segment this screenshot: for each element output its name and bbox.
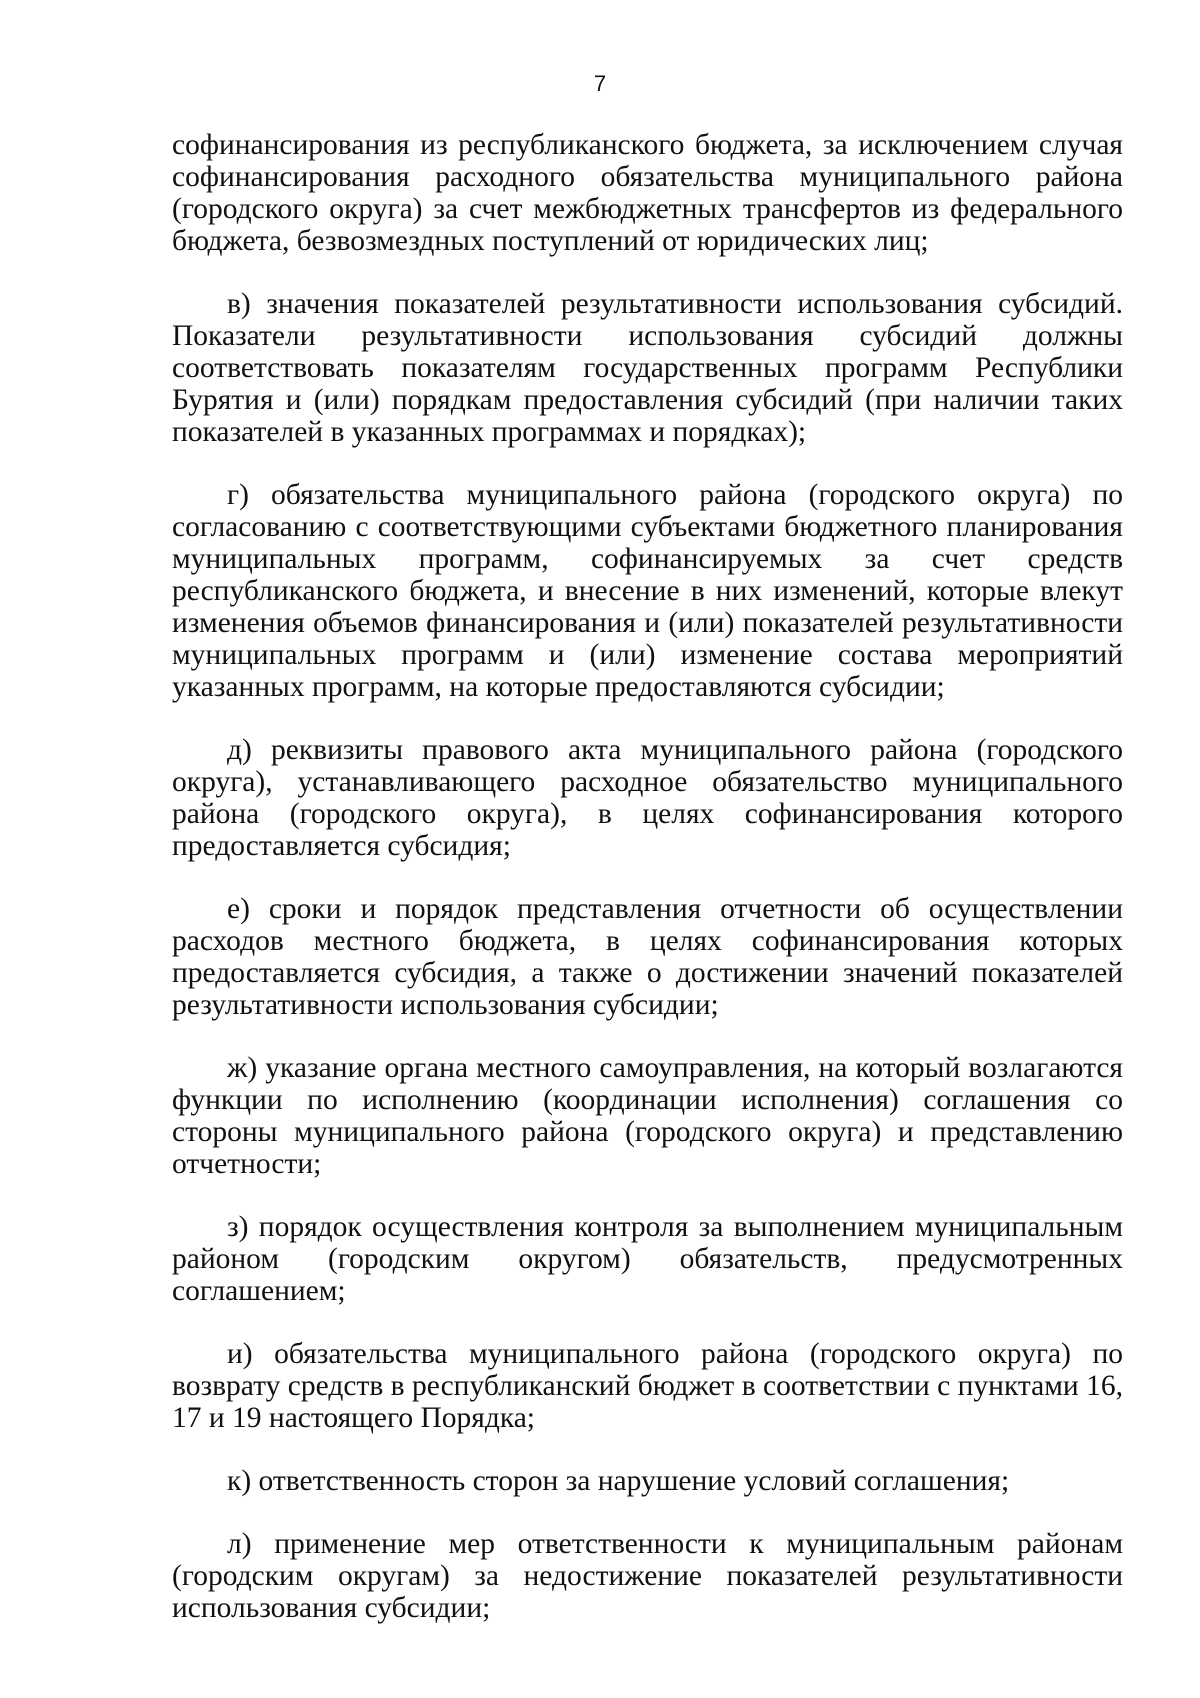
paragraph-continuation: софинансирования из республиканского бюджета, за исключением случая софинансирования расходного обязательства муниципального района (городского округа) за счет межбюджетных трансфертов из федерального бюджета, безвозмездных поступлений от юридических лиц; [172, 129, 1123, 257]
paragraph-item-e: е) сроки и порядок представления отчетности об осуществлении расходов местного бюджета, в целях софинансирования которых предоставляется субсидия, а также о достижении значений показателей результативности использования субсидии; [172, 893, 1123, 1021]
paragraph-item-d: д) реквизиты правового акта муниципального района (городского округа), устанавливающего расходное обязательство муниципального района (городского округа), в целях софинансирования которого предоставляется субсидия; [172, 734, 1123, 862]
paragraph-item-i: и) обязательства муниципального района (городского округа) по возврату средств в республиканский бюджет в соответствии с пунктами 16, 17 и 19 настоящего Порядка; [172, 1338, 1123, 1434]
paragraph-item-v: в) значения показателей результативности использования субсидий. Показатели результативности использования субсидий должны соответствовать показателям государственных программ Республики Бурятия и (или) порядкам предоставления субсидий (при наличии таких показателей в указанных программах и порядках); [172, 288, 1123, 448]
paragraph-item-zh: ж) указание органа местного самоуправления, на который возлагаются функции по исполнению (координации исполнения) соглашения со стороны муниципального района (городского округа) и представлению отчетности; [172, 1052, 1123, 1180]
paragraph-item-z: з) порядок осуществления контроля за выполнением муниципальным районом (городским округом) обязательств, предусмотренных соглашением; [172, 1211, 1123, 1307]
paragraph-item-l: л) применение мер ответственности к муниципальным районам (городским округам) за недостижение показателей результативности использования субсидии; [172, 1528, 1123, 1624]
paragraph-item-k: к) ответственность сторон за нарушение условий соглашения; [227, 1465, 1010, 1497]
page-number: 7 [593, 71, 607, 96]
paragraph-item-g: г) обязательства муниципального района (городского округа) по согласованию с соответствующими субъектами бюджетного планирования муниципальных программ, софинансируемых за счет средств республиканского бюджета, и внесение в них изменений, которые влекут изменения объемов финансирования и (или) показателей результативности муниципальных программ и (или) изменение состава мероприятий указанных программ, на которые предоставляются субсидии; [172, 479, 1123, 703]
document-body [172, 129, 1123, 1655]
